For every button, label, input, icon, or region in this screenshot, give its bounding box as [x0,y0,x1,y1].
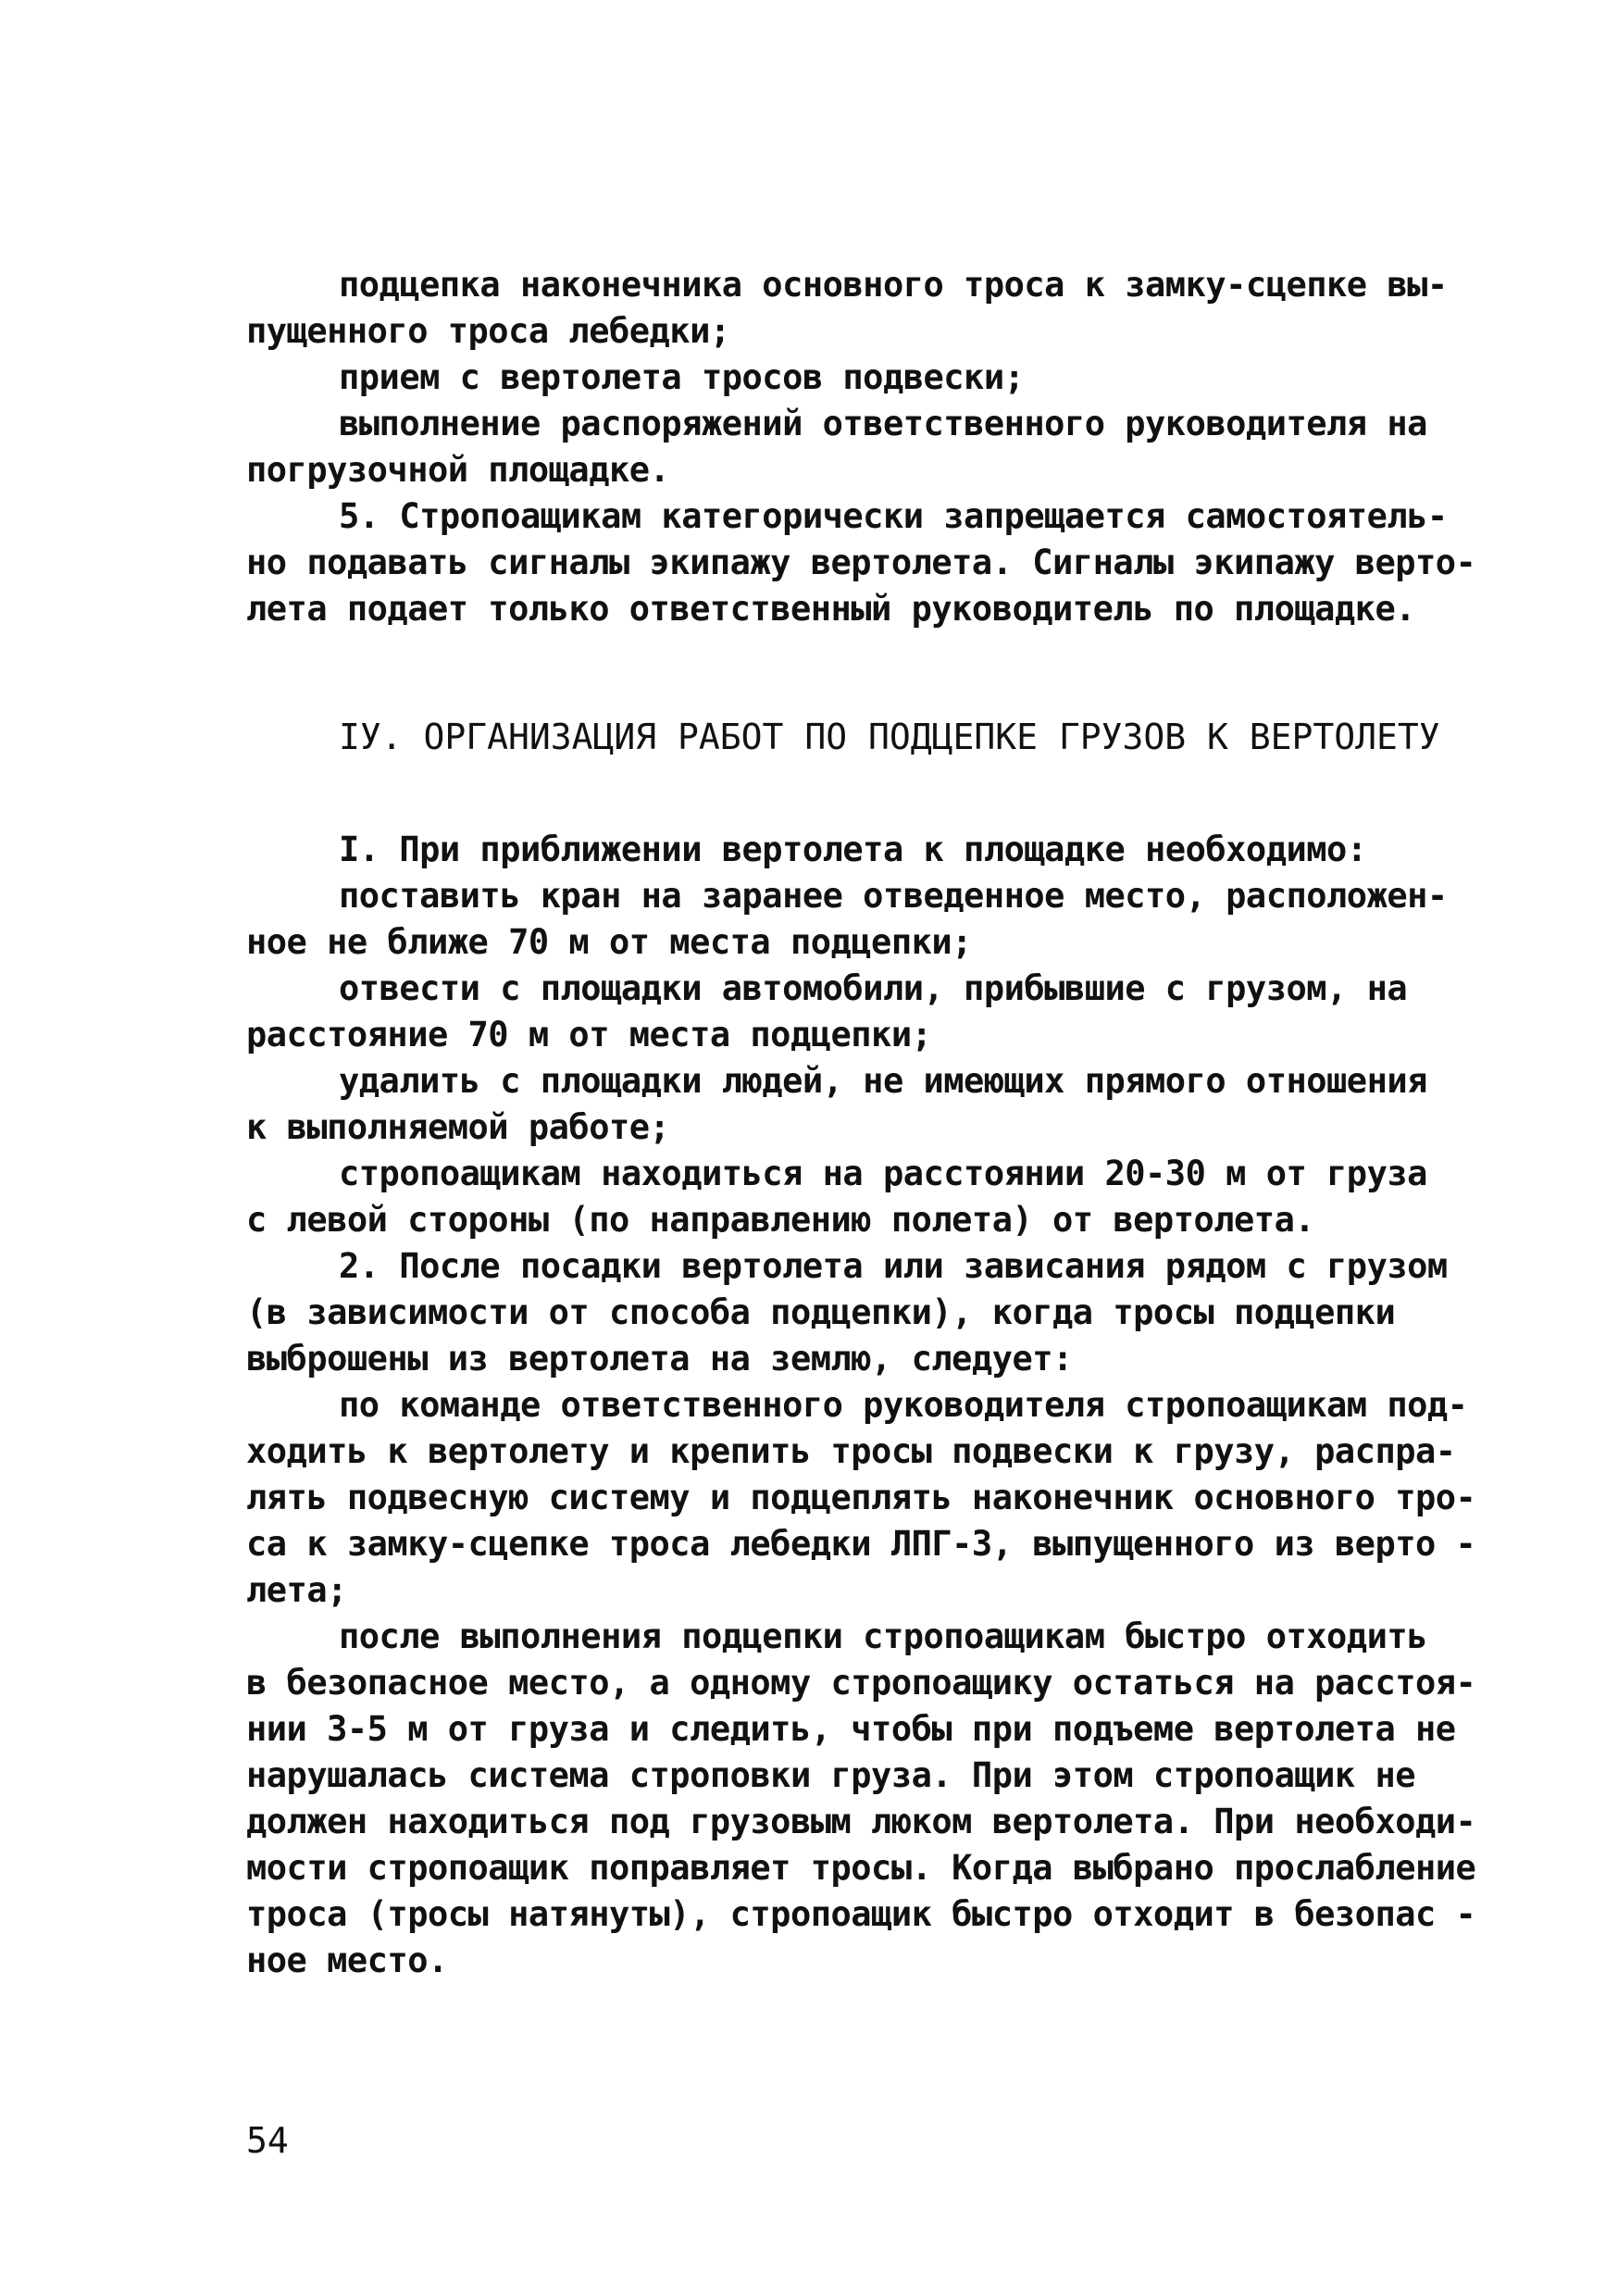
text-line: отвести с площадки автомобили, прибывшие с грузом, на [339,968,1408,1008]
text-line: троса (тросы натянуты), стропоащик быстро отходит в безопас - [246,1894,1476,1934]
section-heading: IУ. ОРГАНИЗАЦИЯ РАБОТ ПО ПОДЦЕПКЕ ГРУЗОВ К ВЕРТОЛЕТУ [339,717,1440,757]
text-line: после выполнения подцепки стропоащикам быстро отходить [339,1616,1427,1656]
text-line: к выполняемой работе; [246,1107,670,1147]
text-line: са к замку-сцепке троса лебедки ЛПГ-3, выпущенного из верто - [246,1524,1476,1564]
text-line: погрузочной площадке. [246,450,670,490]
text-line: лета; [246,1570,347,1610]
text-line: лета подает только ответственный руководитель по площадке. [246,589,1416,629]
text-line: должен находиться под грузовым люком вертолета. При необходи- [246,1802,1476,1841]
page-number: 54 [246,2120,289,2161]
text-line: мости стропоащик поправляет тросы. Когда выбрано прослабление [246,1848,1476,1888]
text-line: пущенного троса лебедки; [246,311,730,351]
text-line: расстояние 70 м от места подцепки; [246,1015,932,1054]
text-line: выполнение распоряжений ответственного руководителя на [339,404,1427,443]
text-line: удалить с площадки людей, не имеющих прямого отношения [339,1061,1427,1101]
text-line: 5. Стропоащикам категорически запрещается самостоятель- [339,496,1448,536]
text-line: поставить кран на заранее отведенное место, расположен- [339,876,1448,916]
text-line: I. При приближении вертолета к площадке необходимо: [339,830,1367,869]
text-line: выброшены из вертолета на землю, следует: [246,1339,1073,1379]
text-line: по команде ответственного руководителя стропоащикам под- [339,1385,1468,1425]
text-line: в безопасное место, а одному стропоащику остаться на расстоя- [246,1663,1476,1703]
text-line: стропоащикам находиться на расстоянии 20-30 м от груза [339,1154,1427,1193]
text-line: нии 3-5 м от груза и следить, чтобы при подъеме вертолета не [246,1709,1456,1749]
text-line: ное не ближе 70 м от места подцепки; [246,922,972,962]
text-line: прием с вертолета тросов подвески; [339,357,1025,397]
text-line: подцепка наконечника основного троса к замку-сцепке вы- [339,265,1448,305]
text-line: лять подвесную систему и подцеплять наконечник основного тро- [246,1478,1476,1517]
text-line: нарушалась система строповки груза. При этом стропоащик не [246,1755,1416,1795]
document-body [246,262,1476,1984]
text-line: ное место. [246,1940,448,1980]
text-line: ходить к вертолету и крепить тросы подвески к грузу, распра- [246,1431,1456,1471]
text-line: (в зависимости от способа подцепки), когда тросы подцепки [246,1292,1396,1332]
text-line: с левой стороны (по направлению полета) от вертолета. [246,1200,1315,1240]
text-line: 2. После посадки вертолета или зависания рядом с грузом [339,1246,1448,1286]
text-line: но подавать сигналы экипажу вертолета. Сигналы экипажу верто- [246,543,1476,582]
